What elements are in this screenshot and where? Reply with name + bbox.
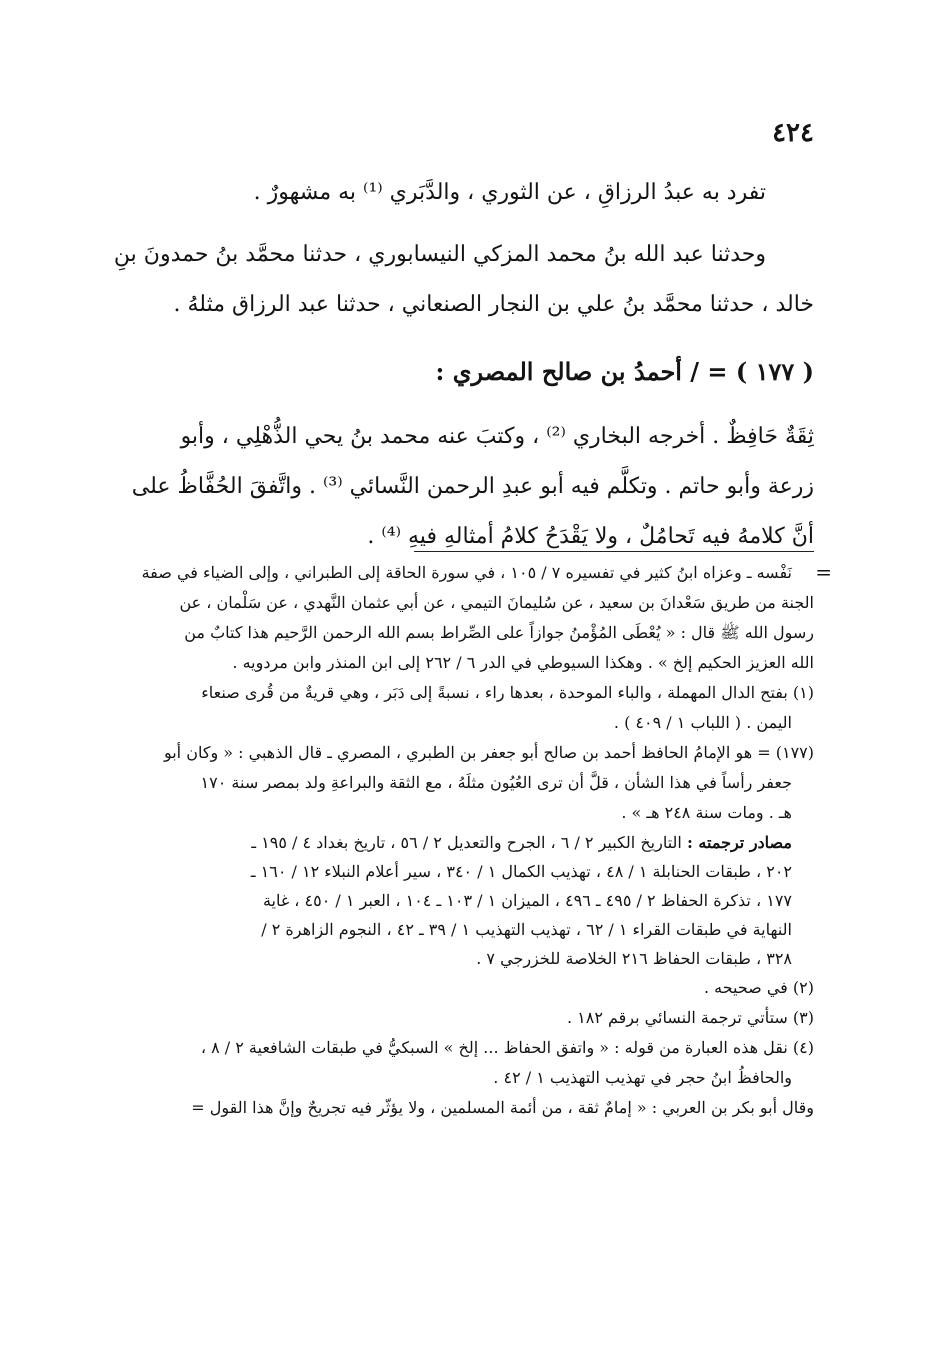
main-text (110, 168, 814, 562)
footnote-177: (١٧٧) = هو الإمامُ الحافظ أحمد بن صالح أبو جعفر بن الطبري ، المصري ـ قال الذهبي : « وكان أبو (163, 743, 814, 762)
sources-line: ٢٠٢ ، طبقات الحنابلة ١ / ٤٨ ، تهذيب الكمال ١ / ٣٤٠ ، سير أعلام النبلاء ١٢ / ١٦٠ ـ (250, 862, 792, 881)
text-line: أنَّ كلامهُ فيه تَحامُلٌ ، ولا يَقْدَحُ كلامُ أمثالهِ فيهِ ⁽⁴⁾ . (367, 524, 814, 549)
footnote-line: وقال أبو بكر بن العربي : « إمامٌ ثقة ، من أئمة المسلمين ، ولا يؤثّر فيه تجريحٌ وإنَّ هذا القول = (191, 1098, 814, 1117)
text-line: تفرد به عبدُ الرزاقِ ، عن الثوري ، والدَّبَري ⁽¹⁾ به مشهورٌ . (253, 180, 766, 205)
text-line: خالد ، حدثنا محمَّد بنُ علي بن النجار الصنعاني ، حدثنا عبد الرزاق مثلهُ . (173, 292, 814, 317)
footnote-3: (٣) ستأتي ترجمة النسائي برقم ١٨٢ . (566, 1008, 814, 1027)
footnote-line: هـ . ومات سنة ٢٤٨ هـ » . (621, 803, 792, 822)
footnote-separator (414, 551, 814, 552)
footnote-line: اليمن . ( اللباب ١ / ٤٠٩ ) . (613, 713, 792, 732)
footnote-line: جعفر رأساً في هذا الشأن ، قلَّ أن ترى العُيُون مثلَهُ ، مع الثقة والبراعةِ ولد بمصر سنة ١٧٠ (200, 773, 792, 792)
footnote-2: (٢) في صحيحه . (703, 978, 814, 997)
sources-text: التاريخ الكبير ٢ / ٦ ، الجرح والتعديل ٢ / ٥٦ ، تاريخ بغداد ٤ / ١٩٥ ـ (251, 833, 682, 852)
sources-line: النهاية في طبقات القراء ١ / ٦٢ ، تهذيب التهذيب ١ / ٣٩ ـ ٤٢ ، النجوم الزاهرة ٢ / (261, 920, 792, 939)
entry-heading: ( ١٧٧ ) = / أحمدُ بن صالح المصري : (435, 357, 814, 386)
footnote-line: رسول الله ﷺ قال : « يُعْطَى المُؤْمنُ جوازاً على الصِّراط بسم الله الرحمن الرَّحيم هذا كتابٌ من (184, 623, 814, 642)
footnotes (118, 558, 814, 1123)
sources-line: ١٧٧ ، تذكرة الحفاظ ٢ / ٤٩٥ ـ ٤٩٦ ، الميزان ١ / ١٠٣ ـ ١٠٤ ، العبر ١ / ٤٥٠ ، غاية (262, 891, 792, 910)
footnote-1: (١) بفتح الدال المهملة ، والباء الموحدة ، بعدها راء ، نسبةً إلى دَبَر ، وهي قريةٌ من قُرى صنعاء (201, 683, 814, 702)
footnote-line: الجنة من طريق سَعْدانَ بن سعيد ، عن سُليمانَ التيمي ، عن أبي عثمان النَّهدي ، عن سَلْمان ، عن (179, 593, 814, 612)
footnote-4: (٤) نقل هذه العبارة من قوله : « واتفق الحفاظ ... إلخ » السبكيُّ في طبقات الشافعية ٢ / ٨ ، (200, 1038, 814, 1057)
sources-label: مصادر ترجمته : (686, 833, 792, 852)
sources-line: ٣٢٨ ، طبقات الحفاظ ٢١٦ الخلاصة للخزرجي ٧ . (476, 949, 792, 968)
continuation-mark: = (815, 560, 832, 584)
sources-line (118, 828, 814, 857)
footnote-line: نَفْسه ـ وعزاه ابنُ كثير في تفسيره ٧ / ١٠٥ ، في سورة الحاقة إلى الطبراني ، وإلى الضياء في صفة (141, 563, 792, 582)
text-line: ثِقَةٌ حَافِظٌ . أخرجه البخاري ⁽²⁾ ، وكتبَ عنه محمد بنُ يحي الذُّهْلِي ، وأبو (180, 424, 814, 449)
page-number: ٤٢٤ (772, 118, 814, 148)
footnote-line: الله العزيز الحكيم إلخ » . وهكذا السيوطي في الدر ٦ / ٢٦٢ إلى ابن المنذر وابن مردويه . (232, 653, 814, 672)
text-line: زرعة وأبو حاتم . وتكلَّم فيه أبو عبدِ الرحمن النَّسائي ⁽³⁾ . واتَّفقَ الحُفَّاظُ على (131, 474, 814, 499)
text-line: وحدثنا عبد الله بنُ محمد المزكي النيسابوري ، حدثنا محمَّد بنُ حمدونَ بنِ (113, 242, 766, 267)
footnote-line: والحافظُ ابنُ حجر في تهذيب التهذيب ١ / ٤٢ . (493, 1068, 792, 1087)
